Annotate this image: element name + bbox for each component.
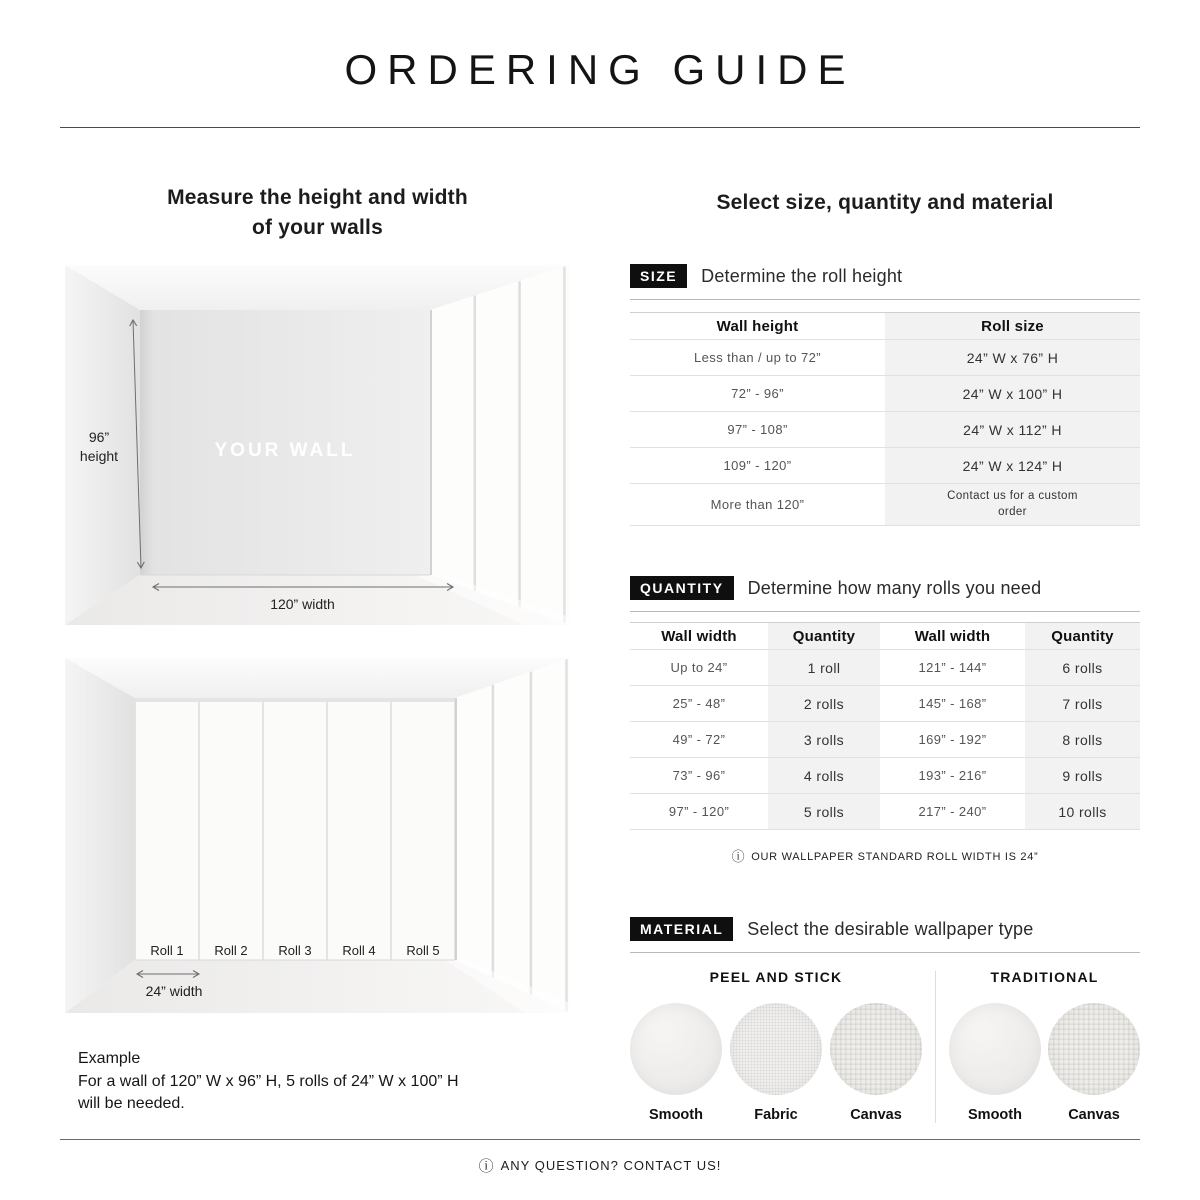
select-heading: Select size, quantity and material [716, 191, 1054, 214]
table-row [630, 722, 1140, 758]
table-row [630, 686, 1140, 722]
roll-label: Roll 3 [278, 943, 312, 958]
material-heading: Select the desirable wallpaper type [747, 918, 1034, 939]
swatch-row [630, 1003, 922, 1123]
table-row [630, 650, 1140, 686]
wall-height-cell: Less than / up to 72” [694, 350, 821, 365]
roll-label: Roll 4 [342, 943, 376, 958]
wall-width-cell: 169” - 192” [918, 732, 987, 747]
canvas-texture-swatch [830, 1003, 922, 1095]
quantity-cell: 6 rolls [1025, 650, 1140, 685]
roll-size-cell: 24” W x 100” H [885, 376, 1140, 411]
measure-heading: Measure the height and width of your walls [167, 186, 468, 240]
swatch-label: Canvas [1068, 1107, 1120, 1123]
material-badge: MATERIAL [630, 917, 733, 941]
table-row [630, 376, 1140, 412]
roll-panels [136, 702, 454, 960]
size-section [630, 264, 1140, 526]
wall-width-cell: 121” - 144” [918, 660, 987, 675]
material-groups [630, 969, 1140, 1123]
quantity-cell: 10 rolls [1025, 794, 1140, 829]
material-group-traditional [949, 969, 1140, 1123]
wall-width-cell: 145” - 168” [918, 696, 987, 711]
roll-width-note-text: OUR WALLPAPER STANDARD ROLL WIDTH IS 24” [751, 851, 1039, 863]
wall-height-cell: 109” - 120” [723, 458, 792, 473]
smooth-texture-swatch [949, 1003, 1041, 1095]
wall-width-cell: 25” - 48” [672, 696, 726, 711]
quantity-cell: 2 rolls [768, 686, 880, 721]
group-divider [935, 971, 936, 1123]
quantity-cell: 3 rolls [768, 722, 880, 757]
roll-size-column-header: Roll size [885, 313, 1140, 339]
roll-size-cell: 24” W x 124” H [885, 448, 1140, 483]
footer-note [0, 1155, 1200, 1176]
wall-height-column-header: Wall height [716, 317, 799, 335]
roll-width-note [630, 846, 1140, 865]
roll-label: Roll 5 [406, 943, 440, 958]
wall-width-cell: 193” - 216” [918, 768, 987, 783]
quantity-heading: Determine how many rolls you need [747, 577, 1042, 598]
quantity-table [630, 622, 1140, 830]
right-column [630, 264, 1140, 1123]
quantity-cell: 7 rolls [1025, 686, 1140, 721]
wall-width-cell: 97” - 120” [668, 804, 730, 819]
quantity-column-header: Quantity [1025, 623, 1140, 649]
table-row [630, 448, 1140, 484]
roll-label: Roll 2 [214, 943, 248, 958]
wall-width-column-header: Wall width [661, 627, 737, 645]
group-name: PEEL AND STICK [709, 969, 843, 985]
wall-height-cell: 72” - 96” [731, 386, 784, 401]
wall-width-cell: 73” - 96” [672, 768, 726, 783]
info-icon: ⓘ [731, 849, 746, 864]
quantity-cell: 9 rolls [1025, 758, 1140, 793]
footer-divider [60, 1139, 1140, 1140]
roll-size-cell: 24” W x 76” H [885, 340, 1140, 375]
info-icon: ⓘ [478, 1158, 495, 1175]
top-divider [60, 127, 1140, 128]
material-section-header [630, 917, 1140, 953]
quantity-column-header: Quantity [768, 623, 880, 649]
table-row [630, 484, 1140, 526]
wall-height-cell: 97” - 108” [727, 422, 788, 437]
roll-size-cell [885, 484, 1140, 525]
material-group-peel-and-stick [630, 969, 922, 1123]
swatch-smooth [949, 1003, 1041, 1123]
wall-width-label: 120” width [270, 596, 335, 612]
size-section-header [630, 264, 1140, 300]
quantity-cell: 4 rolls [768, 758, 880, 793]
custom-order-note: Contact us for a custom order [947, 489, 1078, 518]
swatch-fabric [730, 1003, 822, 1123]
swatch-label: Canvas [850, 1107, 902, 1123]
quantity-cell: 8 rolls [1025, 722, 1140, 757]
roll-width-label: 24” width [145, 983, 203, 999]
wall-height-cell: More than 120” [710, 497, 805, 512]
table-row [630, 758, 1140, 794]
your-wall-label: YOUR WALL [214, 440, 356, 461]
wall-width-cell: Up to 24” [670, 660, 728, 675]
table-row [630, 794, 1140, 830]
example-block [78, 1048, 570, 1116]
swatch-row [949, 1003, 1140, 1123]
swatch-label: Fabric [754, 1107, 798, 1123]
material-section [630, 917, 1140, 1123]
quantity-badge: QUANTITY [630, 576, 734, 600]
table-row [630, 412, 1140, 448]
canvas-texture-swatch [1048, 1003, 1140, 1095]
fabric-texture-swatch [730, 1003, 822, 1095]
wall-height-label: 96” height [79, 429, 119, 464]
wall-width-cell: 49” - 72” [672, 732, 726, 747]
size-badge: SIZE [630, 264, 687, 288]
size-table [630, 312, 1140, 526]
example-text: For a wall of 120” W x 96” H, 5 rolls of 24” W x 100” H will be needed. [78, 1072, 459, 1113]
room-rolls-view [65, 658, 570, 1013]
swatch-canvas [830, 1003, 922, 1123]
smooth-texture-swatch [630, 1003, 722, 1095]
quantity-section-header [630, 576, 1140, 612]
table-row [630, 340, 1140, 376]
example-title: Example [78, 1050, 141, 1067]
table-header-row [630, 623, 1140, 650]
roll-size-cell: 24” W x 112” H [885, 412, 1140, 447]
footer-note-text: ANY QUESTION? CONTACT US! [500, 1158, 722, 1173]
size-heading: Determine the roll height [701, 265, 903, 286]
quantity-cell: 5 rolls [768, 794, 880, 829]
group-name: TRADITIONAL [990, 969, 1099, 985]
table-header-row [630, 313, 1140, 340]
swatch-label: Smooth [649, 1107, 703, 1123]
page-title: ORDERING GUIDE [344, 46, 856, 93]
swatch-label: Smooth [968, 1107, 1022, 1123]
roll-label: Roll 1 [150, 943, 184, 958]
room-illustration-top [65, 265, 570, 625]
swatch-smooth [630, 1003, 722, 1123]
quantity-cell: 1 roll [768, 650, 880, 685]
quantity-section [630, 576, 1140, 865]
wall-width-cell: 217” - 240” [918, 804, 987, 819]
room-illustration-bottom [65, 658, 570, 1013]
swatch-canvas [1048, 1003, 1140, 1123]
wall-width-column-header: Wall width [914, 627, 991, 645]
